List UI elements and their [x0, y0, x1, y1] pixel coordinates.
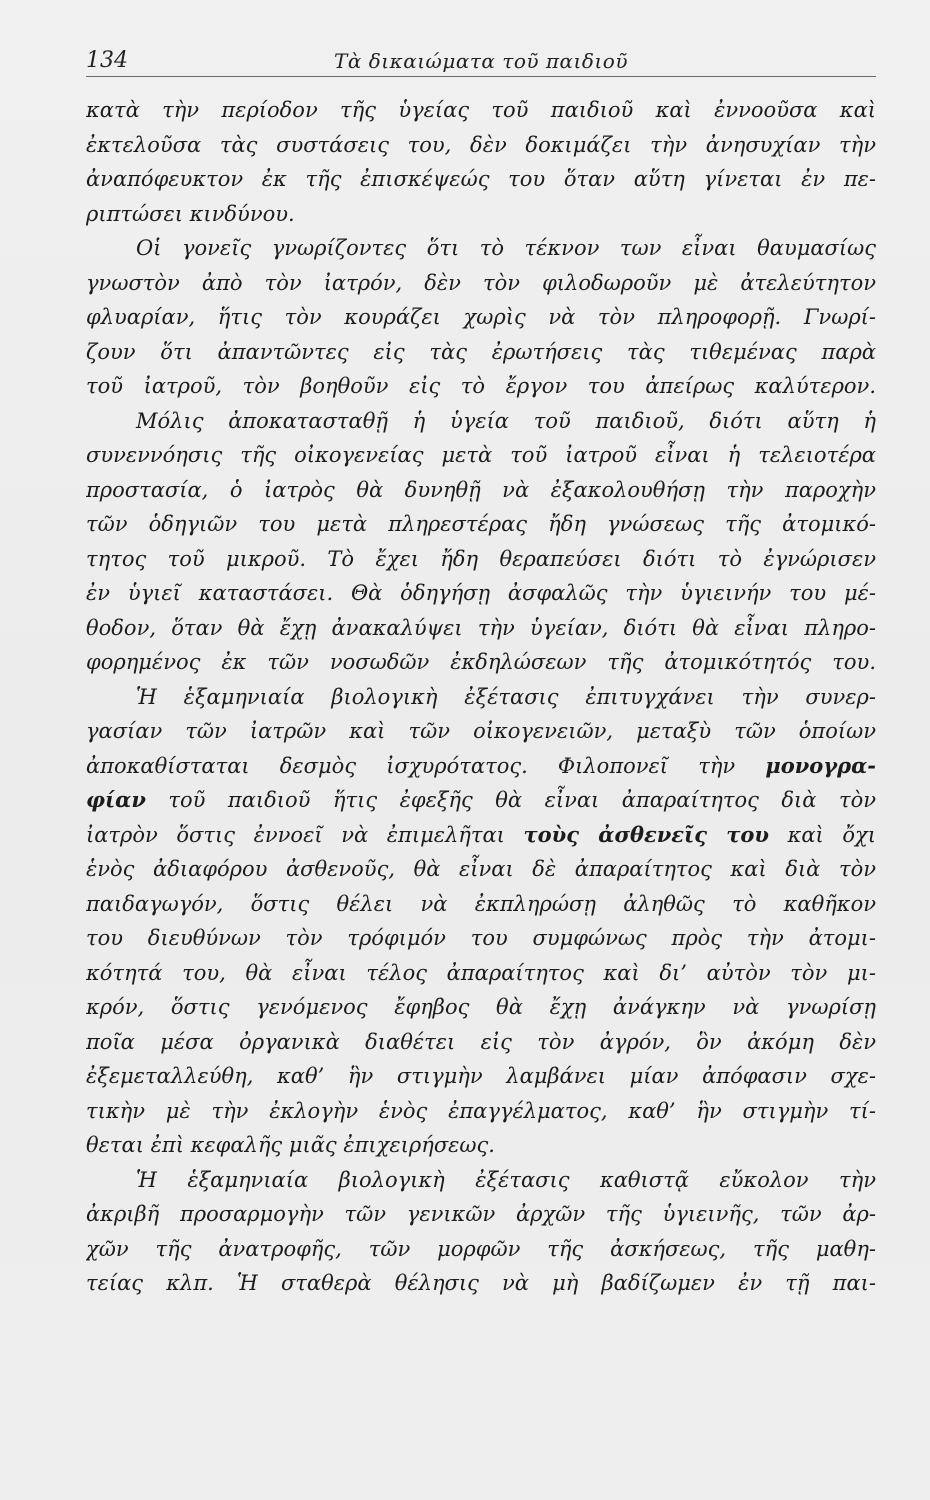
text-line: θεται ἐπὶ κεφαλῆς μιᾶς ἐπιχειρήσεως.: [86, 1133, 495, 1157]
body-text: [86, 93, 876, 1301]
text-line: τικὴν μὲ τὴν ἐκλογὴν ἑνὸς ἐπαγγέλματος, καθ’ ἣν στιγμὴν τί-: [86, 1098, 876, 1123]
text-line: γνωστὸν ἀπὸ τὸν ἰατρόν, δὲν τὸν φιλοδωροῦν μὲ ἀτελεύτητον: [86, 270, 876, 295]
text-line: τῶν ὁδηγιῶν του μετὰ πληρεστέρας ἤδη γνώσεως τῆς ἀτομικό-: [86, 512, 876, 536]
text-line: ποῖα μέσα ὀργανικὰ διαθέτει εἰς τὸν ἀγρόν, ὃν ἀκόμη δὲν: [86, 1029, 876, 1054]
bold-term: τοὺς ἀσθενεῖς του: [523, 821, 769, 847]
text-line: ἐν ὑγιεῖ καταστάσει. Θὰ ὁδηγήσῃ ἀσφαλῶς τὴν ὑγιεινήν του μέ-: [86, 581, 876, 605]
text-line: χῶν τῆς ἀνατροφῆς, τῶν μορφῶν τῆς ἀσκήσεως, τῆς μαθη-: [86, 1236, 876, 1261]
text-line: ἑνὸς ἀδιαφόρου ἀσθενοῦς, θὰ εἶναι δὲ ἀπαραίτητος καὶ διὰ τὸν: [86, 857, 876, 881]
page-number: 134: [86, 48, 128, 73]
running-title: Τὰ δικαιώματα τοῦ παιδιοῦ: [334, 49, 628, 73]
text-line: συνεννόησις τῆς οἰκογενείας μετὰ τοῦ ἰατροῦ εἶναι ἡ τελειοτέρα: [86, 443, 876, 467]
text-line: Μόλις ἀποκατασταθῇ ἡ ὑγεία τοῦ παιδιοῦ, διότι αὕτη ἡ: [136, 408, 876, 433]
text-line: ριπτώσει κινδύνου.: [86, 201, 295, 226]
text-line: Ἡ ἑξαμηνιαία βιολογικὴ ἐξέτασις ἐπιτυγχάνει τὴν συνερ-: [136, 684, 876, 709]
text-line: θοδον, ὅταν θὰ ἔχῃ ἀνακαλύψει τὴν ὑγείαν, διότι θὰ εἶναι πληρο-: [86, 615, 876, 640]
text-line: παιδαγωγόν, ὅστις θέλει νὰ ἐκπληρώσῃ ἀληθῶς τὸ καθῆκον: [86, 891, 876, 916]
text-line: ἀκριβῆ προσαρμογὴν τῶν γενικῶν ἀρχῶν τῆς ὑγιεινῆς, τῶν ἀρ-: [86, 1202, 876, 1226]
text-line: κατὰ τὴν περίοδον τῆς ὑγείας τοῦ παιδιοῦ καὶ ἐννοοῦσα καὶ: [86, 98, 876, 122]
text-line: ἰατρὸν ὅστις ἐννοεῖ νὰ ἐπιμελῆται τοὺς ἀσθενεῖς του καὶ ὄχι: [86, 821, 876, 847]
text-line: Ἡ ἑξαμηνιαία βιολογικὴ ἐξέτασις καθιστᾷ εὔκολον τὴν: [136, 1167, 876, 1192]
text-line: κρόν, ὅστις γενόμενος ἔφηβος θὰ ἔχῃ ἀνάγκην νὰ γνωρίσῃ: [86, 995, 876, 1019]
text-line: Οἱ γονεῖς γνωρίζοντες ὅτι τὸ τέκνον των εἶναι θαυμασίως: [136, 236, 876, 260]
text-line: φλυαρίαν, ἥτις τὸν κουράζει χωρὶς νὰ τὸν πληροφορῇ. Γνωρί-: [86, 305, 876, 329]
text-line: ἀναπόφευκτον ἐκ τῆς ἐπισκέψεώς του ὅταν αὕτη γίνεται ἐν πε-: [86, 167, 876, 191]
text-line: γασίαν τῶν ἰατρῶν καὶ τῶν οἰκογενειῶν, μεταξὺ τῶν ὁποίων: [86, 719, 876, 743]
page-header: [86, 48, 876, 77]
text-line: του διευθύνων τὸν τρόφιμόν του συμφώνως πρὸς τὴν ἀτομι-: [86, 926, 876, 950]
text-line: προστασία, ὁ ἰατρὸς θὰ δυνηθῇ νὰ ἐξακολουθήσῃ τὴν παροχὴν: [86, 477, 876, 502]
text-line: ἐκτελοῦσα τὰς συστάσεις του, δὲν δοκιμάζει τὴν ἀνησυχίαν τὴν: [86, 132, 876, 157]
text-line: φίαν τοῦ παιδιοῦ ἥτις ἐφεξῆς θὰ εἶναι ἀπαραίτητος διὰ τὸν: [86, 787, 876, 812]
text-line: τητος τοῦ μικροῦ. Τὸ ἔχει ἤδη θεραπεύσει διότι τὸ ἐγνώρισεν: [86, 546, 876, 571]
text-line: ζουν ὅτι ἀπαντῶντες εἰς τὰς ἐρωτήσεις τὰς τιθεμένας παρὰ: [86, 339, 876, 364]
text-line: τοῦ ἰατροῦ, τὸν βοηθοῦν εἰς τὸ ἔργον του ἀπείρως καλύτερον.: [86, 374, 876, 398]
text-line: ἀποκαθίσταται δεσμὸς ἰσχυρότατος. Φιλοπονεῖ τὴν μονογρα-: [86, 752, 876, 778]
bold-term: μονογρα-: [765, 752, 876, 778]
bold-term: φίαν: [86, 787, 146, 812]
text-line: κότητά του, θὰ εἶναι τέλος ἀπαραίτητος καὶ δι’ αὐτὸν τὸν μι-: [86, 960, 876, 985]
text-line: φορημένος ἐκ τῶν νοσωδῶν ἐκδηλώσεων τῆς ἀτομικότητός του.: [86, 650, 876, 674]
text-line: τείας κλπ. Ἡ σταθερὰ θέλησις νὰ μὴ βαδίζωμεν ἐν τῇ παι-: [86, 1271, 876, 1295]
text-line: ἐξεμεταλλεύθη, καθ’ ἣν στιγμὴν λαμβάνει μίαν ἀπόφασιν σχε-: [86, 1064, 876, 1088]
